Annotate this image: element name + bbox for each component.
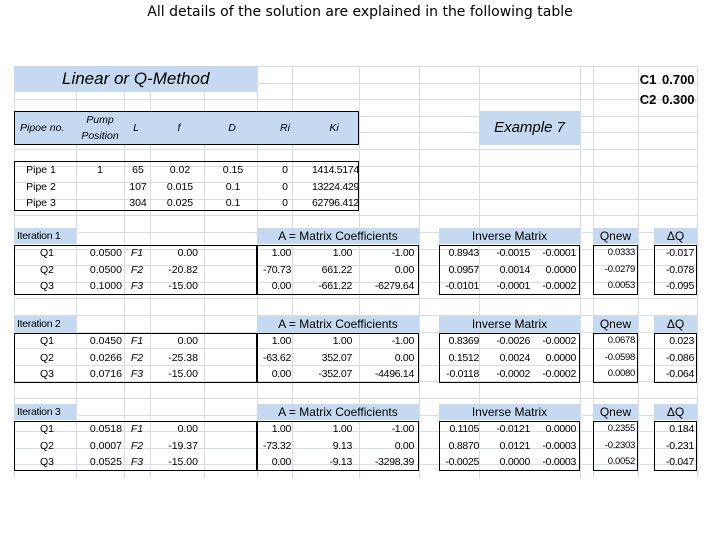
qnew-value: 0.0080	[607, 368, 635, 379]
f-value: 0.00	[177, 247, 198, 259]
q-value: 0.1000	[89, 280, 122, 292]
q-value: 0.0007	[89, 439, 122, 452]
matrix-header: A = Matrix Coefficients	[278, 229, 398, 243]
pipe-l: 304	[129, 197, 147, 209]
matrix-a1: 1.00	[271, 335, 291, 347]
header-l: L	[133, 122, 139, 134]
matrix-a3: 0.00	[394, 263, 414, 276]
matrix-a1: 1.00	[271, 423, 291, 435]
inverse-2: -0.0026	[496, 335, 530, 347]
iteration-label: Iteration 1	[17, 230, 61, 242]
inverse-1: -0.0101	[445, 280, 479, 292]
matrix-a1: 0.00	[271, 368, 291, 380]
matrix-a3: -1.00	[391, 423, 414, 435]
inverse-1: 0.8870	[448, 439, 479, 452]
q-label: Q3	[39, 280, 54, 292]
inverse-3: -0.0001	[542, 247, 576, 259]
f-label: F1	[130, 247, 144, 259]
f-label: F3	[130, 456, 144, 468]
f-label: F1	[130, 335, 144, 347]
f-label: F1	[130, 423, 144, 435]
inverse-3: -0.0002	[542, 335, 576, 347]
qnew-value: -0.0598	[604, 351, 635, 363]
pipe-ri: 0	[282, 197, 288, 209]
sheet-title: Linear or Q-Method	[62, 69, 210, 88]
inverse-3: -0.0003	[542, 456, 576, 468]
f-label: F2	[130, 351, 144, 364]
inverse-1: 0.0957	[448, 263, 479, 276]
matrix-a3: 0.00	[394, 439, 414, 452]
matrix-a2: 1.00	[332, 247, 352, 259]
qnew-header: Qnew	[599, 317, 632, 331]
pipe-f: 0.015	[166, 180, 194, 193]
matrix-a1: 0.00	[271, 456, 291, 468]
matrix-a2: 352.07	[321, 351, 352, 364]
qnew-value: -0.2303	[604, 439, 635, 451]
grid-line	[580, 66, 581, 478]
f-label: F3	[130, 368, 144, 380]
q-value: 0.0518	[89, 423, 122, 435]
qnew-value: 0.0052	[607, 456, 635, 467]
matrix-header: A = Matrix Coefficients	[278, 405, 398, 419]
matrix-a3: -1.00	[391, 247, 414, 259]
qnew-value: 0.0333	[607, 247, 635, 258]
f-value: 0.00	[177, 423, 198, 435]
inverse-2: -0.0002	[496, 368, 530, 380]
grid-line	[14, 149, 697, 150]
inverse-2: 0.0000	[499, 456, 530, 468]
q-label: Q3	[39, 368, 54, 380]
dq-value: -0.231	[666, 439, 694, 452]
pipe-pump: 1	[97, 164, 103, 176]
matrix-a3: -4496.14	[374, 368, 414, 380]
pipe-ki: 62796.412	[312, 197, 359, 209]
inverse-1: 0.8369	[448, 335, 479, 347]
matrix-a1: -73.32	[263, 439, 291, 452]
dq-value: -0.078	[666, 263, 694, 276]
pipe-ri: 0	[282, 164, 288, 176]
dq-header: ΔQ	[666, 317, 685, 331]
pipe-f: 0.025	[166, 197, 194, 209]
q-label: Q1	[39, 335, 54, 347]
f-label: F2	[130, 263, 144, 276]
header-d: D	[228, 122, 236, 134]
dq-value: 0.184	[669, 423, 694, 435]
matrix-a3: -1.00	[391, 335, 414, 347]
inverse-2: -0.0121	[496, 423, 530, 435]
c2-label: C2	[639, 92, 657, 107]
dq-value: -0.095	[666, 280, 694, 292]
f-value: -15.00	[168, 280, 198, 292]
dq-value: 0.023	[669, 335, 694, 347]
f-value: -19.37	[168, 439, 198, 452]
pipe-l: 107	[129, 180, 147, 193]
matrix-a2: -352.07	[318, 368, 352, 380]
f-value: -25.38	[168, 351, 198, 364]
f-value: -20.82	[168, 263, 198, 276]
f-value: 0.00	[177, 335, 198, 347]
c2-value: 0.300	[662, 92, 695, 107]
inverse-1: -0.0025	[445, 456, 479, 468]
inverse-3: 0.0000	[545, 351, 576, 364]
q-label: Q1	[39, 247, 54, 259]
matrix-a2: 1.00	[332, 335, 352, 347]
f-value: -15.00	[168, 456, 198, 468]
f-value: -15.00	[168, 368, 198, 380]
grid-line	[419, 66, 420, 478]
pipe-name: Pipe 3	[26, 197, 56, 209]
grid-line	[697, 66, 698, 478]
iteration-label: Iteration 3	[17, 406, 61, 418]
q-label: Q2	[39, 351, 54, 364]
dq-header: ΔQ	[666, 229, 685, 243]
inverse-3: -0.0002	[542, 280, 576, 292]
matrix-header: A = Matrix Coefficients	[278, 317, 398, 331]
header-pipe-no: Pipoe no.	[20, 122, 65, 134]
dq-value: -0.047	[666, 456, 694, 468]
inverse-2: 0.0024	[499, 351, 530, 364]
inverse-2: 0.0121	[499, 439, 530, 452]
inverse-3: 0.0000	[545, 263, 576, 276]
f-label: F2	[130, 439, 144, 452]
q-value: 0.0450	[89, 335, 122, 347]
inverse-3: 0.0000	[545, 423, 576, 435]
inverse-header: Inverse Matrix	[471, 229, 548, 243]
q-value: 0.0525	[89, 456, 122, 468]
inverse-header: Inverse Matrix	[471, 405, 548, 419]
inverse-header: Inverse Matrix	[471, 317, 548, 331]
qnew-value: -0.0279	[604, 263, 635, 275]
pipe-ki: 13224.429	[312, 180, 359, 193]
q-label: Q2	[39, 439, 54, 452]
example-label: Example 7	[494, 119, 565, 136]
inverse-2: 0.0014	[499, 263, 530, 276]
pipe-d: 0.15	[222, 164, 244, 176]
page-caption: All details of the solution are explained in the following table	[147, 4, 573, 20]
pipe-name: Pipe 2	[26, 180, 56, 193]
header-pump: Pump	[86, 114, 114, 126]
grid-line	[14, 398, 697, 399]
matrix-a1: 1.00	[271, 247, 291, 259]
q-label: Q1	[39, 423, 54, 435]
qnew-header: Qnew	[599, 229, 632, 243]
c1-label: C1	[639, 72, 657, 87]
inverse-1: -0.0118	[446, 368, 479, 380]
matrix-a2: 9.13	[332, 439, 352, 452]
pipe-ri: 0	[282, 180, 288, 193]
dq-header: ΔQ	[666, 405, 685, 419]
matrix-a1: -70.73	[263, 263, 291, 276]
matrix-a2: -9.13	[329, 456, 352, 468]
matrix-a1: 0.00	[271, 280, 291, 292]
matrix-a1: -63.62	[263, 351, 291, 364]
grid-line	[14, 215, 697, 216]
c1-value: 0.700	[662, 72, 695, 87]
inverse-1: 0.1105	[449, 423, 479, 435]
qnew-value: 0.2355	[607, 423, 635, 434]
pipe-f: 0.02	[169, 164, 191, 176]
pipe-d: 0.1	[225, 197, 241, 209]
header-ri: Ri	[280, 122, 290, 134]
inverse-2: -0.0015	[496, 247, 530, 259]
inverse-3: -0.0003	[542, 439, 576, 452]
qnew-value: 0.0053	[607, 280, 635, 291]
matrix-a3: -3298.39	[374, 456, 414, 468]
q-value: 0.0266	[89, 351, 122, 364]
spreadsheet	[14, 66, 697, 478]
qnew-header: Qnew	[599, 405, 632, 419]
q-value: 0.0716	[89, 368, 122, 380]
pipe-ki: 1414.5174	[312, 164, 359, 176]
inverse-1: 0.8943	[448, 247, 479, 259]
pipe-l: 65	[132, 164, 144, 176]
grid-line	[638, 66, 639, 478]
grid-line	[14, 99, 697, 100]
pipe-d: 0.1	[225, 180, 241, 193]
q-label: Q2	[39, 263, 54, 276]
dq-value: -0.086	[666, 351, 694, 364]
grid-line	[14, 298, 697, 299]
header-f: f	[177, 122, 181, 134]
inverse-1: 0.1512	[448, 351, 479, 364]
header-position: Position	[81, 130, 119, 142]
matrix-a2: -661.22	[318, 280, 352, 292]
inverse-3: -0.0002	[542, 368, 576, 380]
matrix-a3: 0.00	[394, 351, 414, 364]
matrix-a2: 661.22	[321, 263, 352, 276]
matrix-a3: -6279.64	[374, 280, 414, 292]
q-label: Q3	[39, 456, 54, 468]
q-value: 0.0500	[89, 263, 122, 276]
qnew-value: 0.0678	[607, 335, 635, 346]
f-label: F3	[130, 280, 144, 292]
matrix-a2: 1.00	[332, 423, 352, 435]
pipe-name: Pipe 1	[26, 164, 56, 176]
header-ki: Ki	[329, 122, 339, 134]
dq-value: -0.064	[666, 368, 694, 380]
dq-value: -0.017	[666, 247, 694, 259]
inverse-2: -0.0001	[496, 280, 530, 292]
q-value: 0.0500	[89, 247, 122, 259]
iteration-label: Iteration 2	[17, 318, 61, 330]
